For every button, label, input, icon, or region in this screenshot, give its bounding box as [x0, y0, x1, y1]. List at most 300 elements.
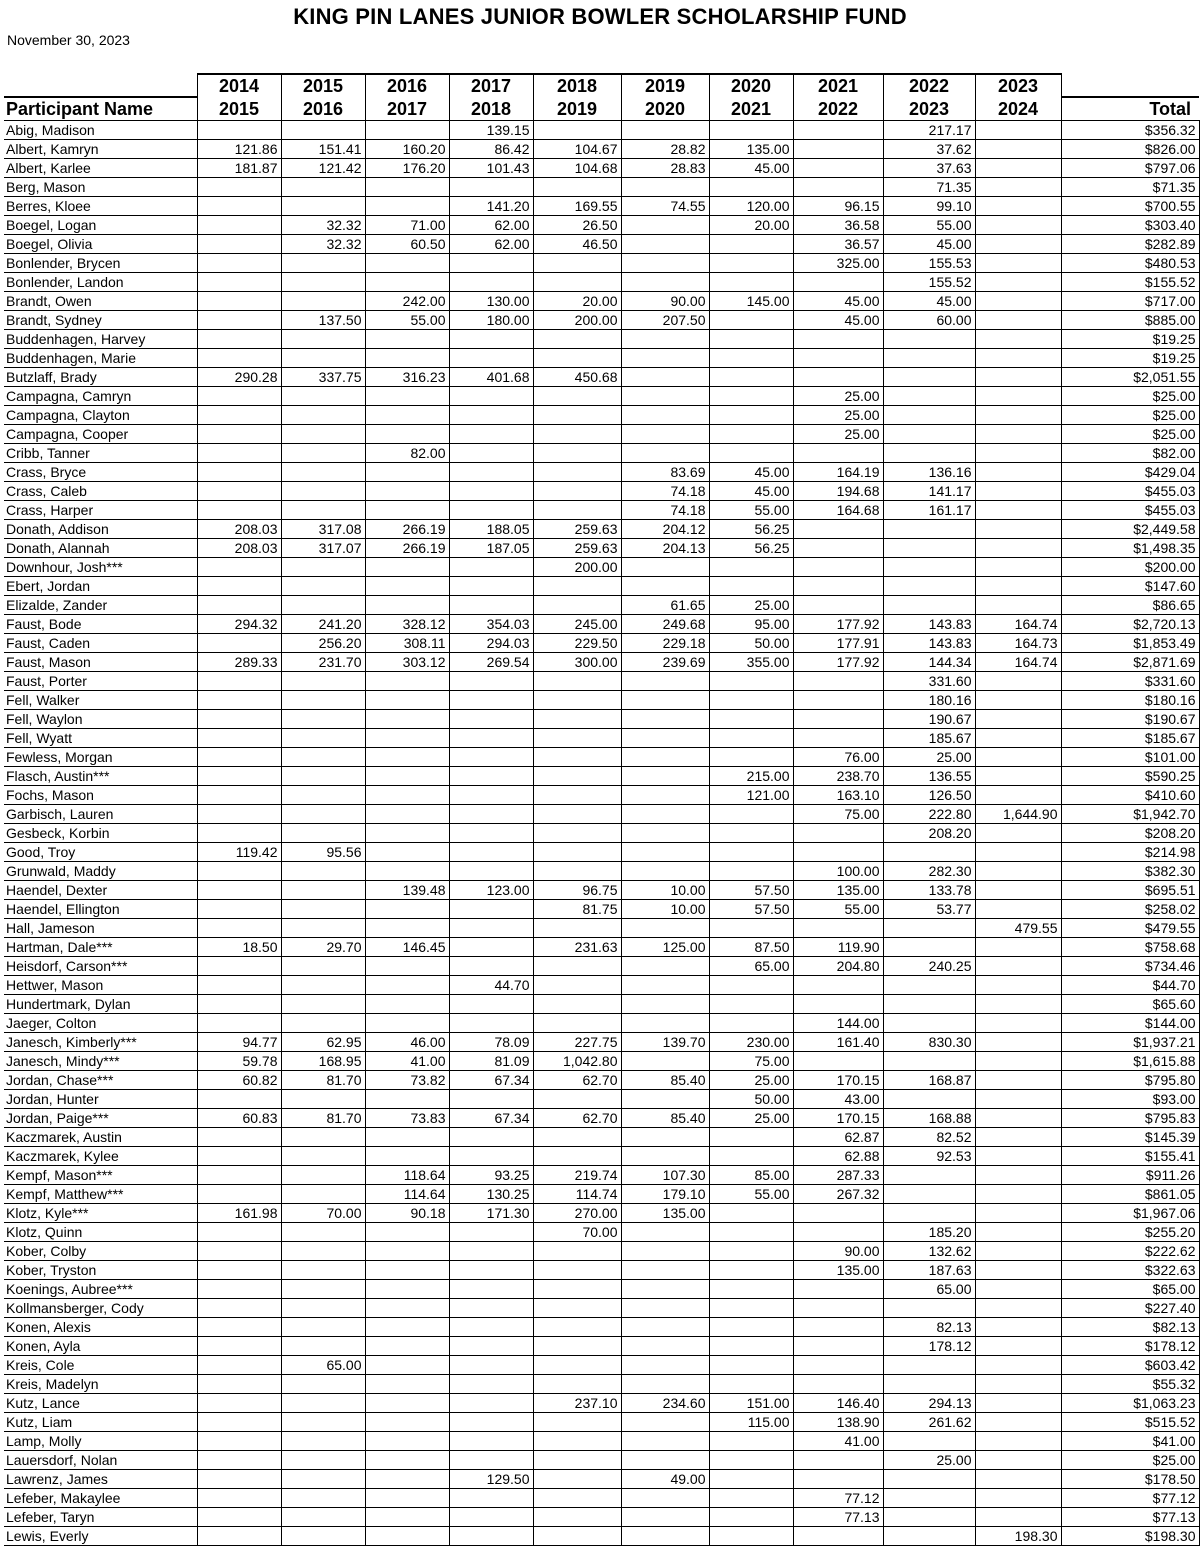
amount-cell: 171.30	[449, 1204, 533, 1223]
amount-cell: 77.13	[793, 1508, 883, 1527]
amount-cell: 32.32	[281, 216, 365, 235]
amount-cell: 266.19	[365, 539, 449, 558]
amount-cell	[449, 1147, 533, 1166]
amount-cell	[975, 938, 1061, 957]
amount-cell: 41.00	[365, 1052, 449, 1071]
amount-cell	[533, 767, 621, 786]
amount-cell	[709, 672, 793, 691]
amount-cell	[449, 824, 533, 843]
participant-name: Kober, Tryston	[4, 1261, 197, 1280]
amount-cell: 229.18	[621, 634, 709, 653]
table-row	[4, 615, 1199, 634]
amount-cell	[793, 596, 883, 615]
amount-cell	[621, 805, 709, 824]
amount-cell	[281, 1014, 365, 1033]
amount-cell	[621, 387, 709, 406]
amount-cell	[281, 1223, 365, 1242]
participant-name: Haendel, Ellington	[4, 900, 197, 919]
participant-name: Abig, Madison	[4, 121, 197, 140]
total-cell: $700.55	[1061, 197, 1199, 216]
amount-cell: 56.25	[709, 539, 793, 558]
amount-cell	[449, 672, 533, 691]
amount-cell: 144.00	[793, 1014, 883, 1033]
amount-cell	[197, 349, 281, 368]
amount-cell	[281, 197, 365, 216]
amount-cell: 44.70	[449, 976, 533, 995]
amount-cell	[533, 1242, 621, 1261]
amount-cell	[449, 1299, 533, 1318]
amount-cell	[197, 786, 281, 805]
table-row	[4, 121, 1199, 140]
amount-cell: 82.52	[883, 1128, 975, 1147]
amount-cell	[197, 1223, 281, 1242]
amount-cell	[883, 1356, 975, 1375]
amount-cell	[281, 292, 365, 311]
amount-cell: 401.68	[449, 368, 533, 387]
amount-cell: 239.69	[621, 653, 709, 672]
total-cell: $190.67	[1061, 710, 1199, 729]
amount-cell	[975, 463, 1061, 482]
amount-cell	[365, 387, 449, 406]
amount-cell	[621, 1432, 709, 1451]
amount-cell	[281, 767, 365, 786]
total-cell: $25.00	[1061, 1451, 1199, 1470]
amount-cell: 133.78	[883, 881, 975, 900]
amount-cell	[621, 1147, 709, 1166]
participant-name: Faust, Mason	[4, 653, 197, 672]
amount-cell	[975, 254, 1061, 273]
amount-cell	[197, 178, 281, 197]
amount-cell: 45.00	[883, 292, 975, 311]
amount-cell: 25.00	[709, 1071, 793, 1090]
amount-cell	[709, 919, 793, 938]
amount-cell	[533, 691, 621, 710]
participant-name: Klotz, Kyle***	[4, 1204, 197, 1223]
amount-cell	[281, 995, 365, 1014]
amount-cell: 176.20	[365, 159, 449, 178]
amount-cell	[621, 1242, 709, 1261]
amount-cell	[365, 1090, 449, 1109]
amount-cell	[883, 1166, 975, 1185]
amount-cell: 208.03	[197, 539, 281, 558]
amount-cell: 70.00	[281, 1204, 365, 1223]
total-cell: $758.68	[1061, 938, 1199, 957]
amount-cell	[793, 1052, 883, 1071]
total-cell: $717.00	[1061, 292, 1199, 311]
amount-cell: 177.92	[793, 615, 883, 634]
amount-cell	[281, 1090, 365, 1109]
amount-cell	[197, 710, 281, 729]
amount-cell: 222.80	[883, 805, 975, 824]
amount-cell	[197, 691, 281, 710]
amount-cell: 85.00	[709, 1166, 793, 1185]
total-cell: $382.30	[1061, 862, 1199, 881]
amount-cell	[975, 710, 1061, 729]
year-top-2022: 2022	[883, 74, 975, 97]
amount-cell	[975, 1204, 1061, 1223]
participant-name: Buddenhagen, Marie	[4, 349, 197, 368]
amount-cell	[975, 406, 1061, 425]
total-cell: $222.62	[1061, 1242, 1199, 1261]
total-cell: $65.00	[1061, 1280, 1199, 1299]
amount-cell	[883, 1052, 975, 1071]
amount-cell: 86.42	[449, 140, 533, 159]
total-cell: $180.16	[1061, 691, 1199, 710]
amount-cell	[365, 710, 449, 729]
amount-cell: 107.30	[621, 1166, 709, 1185]
amount-cell	[365, 976, 449, 995]
amount-cell	[709, 330, 793, 349]
amount-cell	[533, 1337, 621, 1356]
amount-cell	[197, 1356, 281, 1375]
amount-cell	[883, 425, 975, 444]
amount-cell: 37.62	[883, 140, 975, 159]
amount-cell: 50.00	[709, 1090, 793, 1109]
amount-cell: 256.20	[281, 634, 365, 653]
amount-cell	[975, 691, 1061, 710]
amount-cell	[709, 349, 793, 368]
amount-cell	[975, 672, 1061, 691]
table-row	[4, 463, 1199, 482]
participant-name: Campagna, Clayton	[4, 406, 197, 425]
total-cell: $101.00	[1061, 748, 1199, 767]
amount-cell: 151.41	[281, 140, 365, 159]
amount-cell	[449, 1356, 533, 1375]
amount-cell: 10.00	[621, 900, 709, 919]
amount-cell	[621, 1318, 709, 1337]
amount-cell	[793, 558, 883, 577]
amount-cell	[365, 482, 449, 501]
amount-cell: 56.25	[709, 520, 793, 539]
amount-cell	[793, 577, 883, 596]
amount-cell: 90.00	[621, 292, 709, 311]
amount-cell	[281, 862, 365, 881]
amount-cell	[975, 539, 1061, 558]
table-row	[4, 767, 1199, 786]
participant-name: Konen, Alexis	[4, 1318, 197, 1337]
table-row	[4, 805, 1199, 824]
amount-cell	[709, 1242, 793, 1261]
amount-cell: 55.00	[365, 311, 449, 330]
report-date: November 30, 2023	[7, 32, 130, 48]
amount-cell: 130.25	[449, 1185, 533, 1204]
amount-cell: 317.08	[281, 520, 365, 539]
amount-cell	[197, 900, 281, 919]
year-top-2015: 2015	[281, 74, 365, 97]
amount-cell	[975, 824, 1061, 843]
participant-name: Fochs, Mason	[4, 786, 197, 805]
total-cell: $1,937.21	[1061, 1033, 1199, 1052]
amount-cell	[365, 919, 449, 938]
amount-cell	[709, 1432, 793, 1451]
amount-cell: 43.00	[793, 1090, 883, 1109]
table-row	[4, 577, 1199, 596]
amount-cell	[449, 1394, 533, 1413]
amount-cell	[621, 748, 709, 767]
amount-cell	[197, 1261, 281, 1280]
amount-cell	[709, 1508, 793, 1527]
amount-cell: 71.35	[883, 178, 975, 197]
amount-cell	[621, 178, 709, 197]
amount-cell	[533, 824, 621, 843]
amount-cell	[365, 1299, 449, 1318]
amount-cell: 208.03	[197, 520, 281, 539]
amount-cell: 316.23	[365, 368, 449, 387]
amount-cell	[365, 1128, 449, 1147]
amount-cell: 266.19	[365, 520, 449, 539]
amount-cell: 104.68	[533, 159, 621, 178]
table-row	[4, 634, 1199, 653]
amount-cell: 231.63	[533, 938, 621, 957]
amount-cell	[975, 140, 1061, 159]
table-row	[4, 292, 1199, 311]
amount-cell	[883, 387, 975, 406]
amount-cell: 37.63	[883, 159, 975, 178]
amount-cell	[709, 843, 793, 862]
amount-cell	[621, 843, 709, 862]
amount-cell: 188.05	[449, 520, 533, 539]
amount-cell	[449, 596, 533, 615]
amount-cell	[281, 919, 365, 938]
amount-cell: 200.00	[533, 558, 621, 577]
amount-cell: 138.90	[793, 1413, 883, 1432]
table-row	[4, 1242, 1199, 1261]
amount-cell	[975, 178, 1061, 197]
total-cell: $86.65	[1061, 596, 1199, 615]
amount-cell	[197, 596, 281, 615]
amount-cell	[975, 957, 1061, 976]
amount-cell	[281, 1470, 365, 1489]
amount-cell	[793, 273, 883, 292]
table-row	[4, 558, 1199, 577]
amount-cell	[449, 178, 533, 197]
amount-cell: 145.00	[709, 292, 793, 311]
amount-cell: 90.18	[365, 1204, 449, 1223]
amount-cell: 136.55	[883, 767, 975, 786]
amount-cell	[883, 1375, 975, 1394]
amount-cell	[975, 900, 1061, 919]
total-cell: $258.02	[1061, 900, 1199, 919]
amount-cell	[621, 919, 709, 938]
amount-cell	[449, 900, 533, 919]
amount-cell: 164.68	[793, 501, 883, 520]
amount-cell: 46.00	[365, 1033, 449, 1052]
amount-cell	[197, 330, 281, 349]
amount-cell	[365, 1527, 449, 1546]
table-row	[4, 1185, 1199, 1204]
amount-cell	[975, 482, 1061, 501]
participant-name: Jordan, Paige***	[4, 1109, 197, 1128]
total-header: Total	[1061, 97, 1199, 121]
amount-cell	[365, 577, 449, 596]
table-row	[4, 1356, 1199, 1375]
amount-cell: 168.95	[281, 1052, 365, 1071]
amount-cell	[883, 1299, 975, 1318]
amount-cell	[793, 1318, 883, 1337]
amount-cell: 129.50	[449, 1470, 533, 1489]
amount-cell: 135.00	[621, 1204, 709, 1223]
table-row	[4, 178, 1199, 197]
amount-cell	[365, 900, 449, 919]
amount-cell	[533, 786, 621, 805]
amount-cell	[709, 235, 793, 254]
amount-cell	[793, 330, 883, 349]
amount-cell: 120.00	[709, 197, 793, 216]
amount-cell: 126.50	[883, 786, 975, 805]
amount-cell: 75.00	[709, 1052, 793, 1071]
table-row	[4, 349, 1199, 368]
amount-cell	[449, 1242, 533, 1261]
amount-cell	[533, 425, 621, 444]
amount-cell: 104.67	[533, 140, 621, 159]
amount-cell	[975, 159, 1061, 178]
amount-cell: 57.50	[709, 881, 793, 900]
amount-cell: 75.00	[793, 805, 883, 824]
amount-cell: 115.00	[709, 1413, 793, 1432]
amount-cell	[281, 387, 365, 406]
amount-cell	[197, 482, 281, 501]
amount-cell	[709, 577, 793, 596]
amount-cell	[709, 995, 793, 1014]
amount-cell	[365, 1432, 449, 1451]
amount-cell: 114.64	[365, 1185, 449, 1204]
year-bottom-2015: 2015	[197, 97, 281, 121]
amount-cell: 57.50	[709, 900, 793, 919]
amount-cell	[793, 1337, 883, 1356]
amount-cell	[621, 1299, 709, 1318]
amount-cell: 10.00	[621, 881, 709, 900]
amount-cell	[533, 672, 621, 691]
amount-cell	[197, 634, 281, 653]
amount-cell: 227.75	[533, 1033, 621, 1052]
amount-cell: 85.40	[621, 1071, 709, 1090]
amount-cell	[793, 1299, 883, 1318]
amount-cell: 45.00	[709, 159, 793, 178]
total-cell: $155.52	[1061, 273, 1199, 292]
table-row	[4, 482, 1199, 501]
amount-cell: 190.67	[883, 710, 975, 729]
year-bottom-2017: 2017	[365, 97, 449, 121]
amount-cell: 204.80	[793, 957, 883, 976]
amount-cell	[281, 444, 365, 463]
amount-cell: 303.12	[365, 653, 449, 672]
amount-cell: 59.78	[197, 1052, 281, 1071]
amount-cell: 198.30	[975, 1527, 1061, 1546]
amount-cell: 61.65	[621, 596, 709, 615]
amount-cell	[793, 995, 883, 1014]
amount-cell	[449, 1508, 533, 1527]
amount-cell	[197, 1489, 281, 1508]
amount-cell: 139.70	[621, 1033, 709, 1052]
amount-cell	[281, 824, 365, 843]
amount-cell: 161.17	[883, 501, 975, 520]
amount-cell	[621, 1451, 709, 1470]
amount-cell: 354.03	[449, 615, 533, 634]
amount-cell	[975, 235, 1061, 254]
amount-cell: 92.53	[883, 1147, 975, 1166]
participant-name: Grunwald, Maddy	[4, 862, 197, 881]
total-cell: $1,615.88	[1061, 1052, 1199, 1071]
table-row	[4, 1375, 1199, 1394]
amount-cell	[621, 216, 709, 235]
amount-cell: 96.75	[533, 881, 621, 900]
amount-cell	[793, 1356, 883, 1375]
amount-cell	[975, 862, 1061, 881]
amount-cell: 237.10	[533, 1394, 621, 1413]
amount-cell	[533, 1261, 621, 1280]
amount-cell	[281, 900, 365, 919]
participant-name: Jaeger, Colton	[4, 1014, 197, 1033]
table-row	[4, 311, 1199, 330]
amount-cell	[709, 1128, 793, 1147]
table-row	[4, 254, 1199, 273]
amount-cell: 123.00	[449, 881, 533, 900]
amount-cell: 450.68	[533, 368, 621, 387]
total-cell: $322.63	[1061, 1261, 1199, 1280]
participant-name: Koenings, Aubree***	[4, 1280, 197, 1299]
amount-cell: 290.28	[197, 368, 281, 387]
amount-cell	[449, 767, 533, 786]
total-cell: $178.50	[1061, 1470, 1199, 1489]
amount-cell	[449, 1375, 533, 1394]
amount-cell: 238.70	[793, 767, 883, 786]
amount-cell	[197, 1394, 281, 1413]
participant-rows	[4, 121, 1199, 1546]
amount-cell	[197, 197, 281, 216]
amount-cell	[975, 444, 1061, 463]
table-row	[4, 653, 1199, 672]
participant-name: Gesbeck, Korbin	[4, 824, 197, 843]
amount-cell	[197, 805, 281, 824]
amount-cell	[281, 976, 365, 995]
amount-cell	[709, 311, 793, 330]
amount-cell: 204.12	[621, 520, 709, 539]
amount-cell: 78.09	[449, 1033, 533, 1052]
participant-name: Hall, Jameson	[4, 919, 197, 938]
total-cell: $734.46	[1061, 957, 1199, 976]
amount-cell: 308.11	[365, 634, 449, 653]
total-cell: $41.00	[1061, 1432, 1199, 1451]
amount-cell	[975, 197, 1061, 216]
amount-cell: 1,042.80	[533, 1052, 621, 1071]
amount-cell	[709, 1014, 793, 1033]
amount-cell: 45.00	[709, 482, 793, 501]
total-cell: $144.00	[1061, 1014, 1199, 1033]
participant-name: Fell, Walker	[4, 691, 197, 710]
amount-cell: 62.88	[793, 1147, 883, 1166]
amount-cell	[621, 1052, 709, 1071]
amount-cell	[793, 368, 883, 387]
amount-cell	[365, 330, 449, 349]
amount-cell	[281, 1413, 365, 1432]
amount-cell	[709, 425, 793, 444]
amount-cell	[975, 1014, 1061, 1033]
amount-cell	[533, 919, 621, 938]
amount-cell	[883, 406, 975, 425]
amount-cell: 101.43	[449, 159, 533, 178]
amount-cell: 177.91	[793, 634, 883, 653]
amount-cell: 74.18	[621, 501, 709, 520]
amount-cell: 20.00	[709, 216, 793, 235]
amount-cell	[975, 843, 1061, 862]
amount-cell	[533, 1451, 621, 1470]
amount-cell	[197, 273, 281, 292]
amount-cell	[975, 767, 1061, 786]
amount-cell: 41.00	[793, 1432, 883, 1451]
total-cell: $155.41	[1061, 1147, 1199, 1166]
amount-cell	[197, 1299, 281, 1318]
participant-name: Butzlaff, Brady	[4, 368, 197, 387]
